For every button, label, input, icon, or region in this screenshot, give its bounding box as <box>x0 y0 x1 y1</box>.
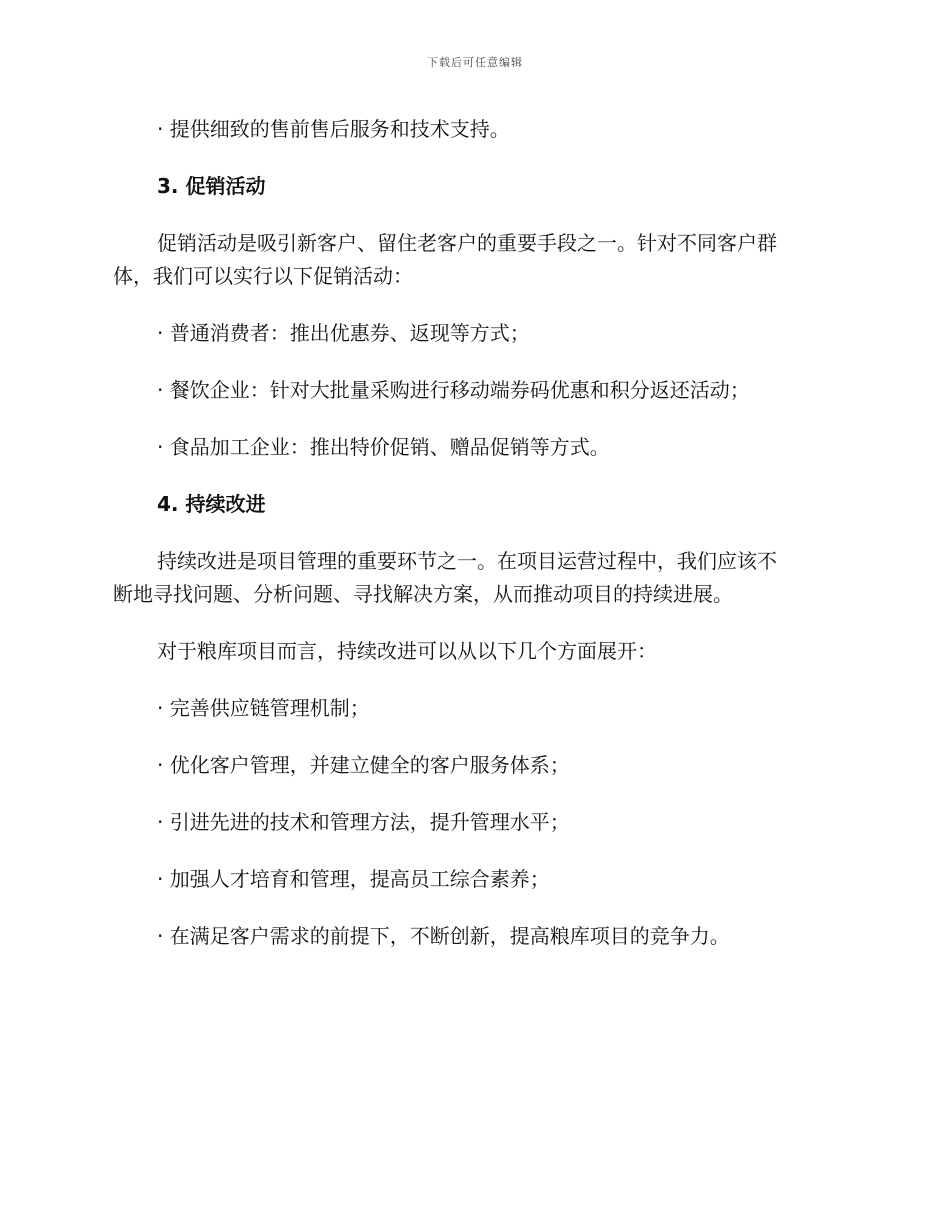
bullet-supply-chain: · 完善供应链管理机制； <box>157 696 370 720</box>
bullet-catering: · 餐饮企业：针对大批量采购进行移动端券码优惠和积分返还活动； <box>157 378 750 402</box>
paragraph-promotion-line-2: 体，我们可以实行以下促销活动： <box>113 264 413 288</box>
bullet-innovation: · 在满足客户需求的前提下，不断创新，提高粮库项目的竞争力。 <box>157 924 730 948</box>
paragraph-promotion-line-1: 促销活动是吸引新客户、留住老客户的重要手段之一。针对不同客户群 <box>157 231 777 255</box>
paragraph-improvement-line-2: 断地寻找问题、分析问题、寻找解决方案，从而推动项目的持续进展。 <box>113 582 733 606</box>
bullet-talent: · 加强人才培育和管理，提高员工综合素养； <box>157 867 550 891</box>
paragraph-improvement-line-1: 持续改进是项目管理的重要环节之一。在项目运营过程中，我们应该不 <box>157 549 777 573</box>
header-note: 下载后可任意编辑 <box>427 56 523 69</box>
bullet-customer-management: · 优化客户管理，并建立健全的客户服务体系； <box>157 753 570 777</box>
heading-promotion: 3. 促销活动 <box>157 174 266 198</box>
document-body <box>113 113 838 953</box>
bullet-food-processing: · 食品加工企业：推出特价促销、赠品促销等方式。 <box>157 435 610 459</box>
paragraph-granary-intro: 对于粮库项目而言，持续改进可以从以下几个方面展开： <box>157 639 657 663</box>
bullet-technology: · 引进先进的技术和管理方法，提升管理水平； <box>157 810 570 834</box>
heading-continuous-improvement: 4. 持续改进 <box>157 492 266 516</box>
bullet-support: · 提供细致的售前售后服务和技术支持。 <box>157 117 510 141</box>
bullet-consumers: · 普通消费者：推出优惠券、返现等方式； <box>157 321 530 345</box>
